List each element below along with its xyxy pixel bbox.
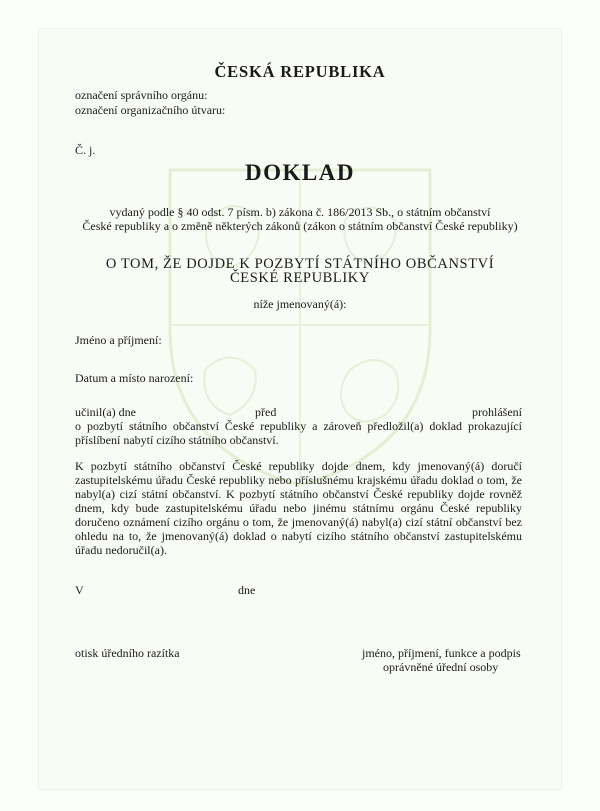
named-below-label: níže jmenovaný(á): — [253, 297, 347, 311]
stamp-label: otisk úředního razítka — [75, 646, 180, 660]
declaration-before-label: před — [255, 405, 277, 419]
organ-label: označení správního orgánu: — [75, 88, 208, 102]
declaration-paragraph — [75, 405, 522, 447]
birth-field-label: Datum a místo narození: — [75, 371, 194, 385]
declaration-first-line — [75, 405, 522, 419]
subject-heading-line-2: ČESKÉ REPUBLIKY — [230, 270, 370, 286]
date-label: dne — [238, 583, 256, 597]
name-field-label: Jméno a příjmení: — [75, 333, 162, 347]
official-signature-label-line-2: oprávněné úřední osoby — [383, 660, 499, 674]
declaration-line-2: o pozbytí státního občanství České republiky a zároveň předložil(a) doklad prokazující — [75, 419, 522, 433]
subject-heading-line-1: O TOM, ŽE DOJDE K POZBYTÍ STÁTNÍHO OBČANSTVÍ — [105, 256, 495, 272]
document-title: DOKLAD — [245, 160, 355, 185]
declaration-line-3: příslíbení nabytí cizího státního občanství. — [75, 433, 279, 447]
official-signature-label-line-1: jméno, příjmení, funkce a podpis — [362, 646, 521, 660]
declaration-statement-label: prohlášení — [472, 405, 522, 419]
legal-basis-line-2: České republiky a o změně některých zákonů (zákon o státním občanství České republiky) — [82, 219, 518, 233]
unit-label: označení organizačního útvaru: — [75, 103, 226, 117]
reference-number-label: Č. j. — [75, 143, 96, 157]
legal-notice-paragraph: K pozbytí státního občanství České republiky dojde dnem, kdy jmenovaný(á) doručí zastupitelskému úřadu České republiky nebo příslušnému krajskému úřadu doklad o tom, že nabyl(a) cizí státní občanství. K pozbytí státního občanství České republiky dojde rovněž dnem, kdy bude zastupitelskému úřadu nebo jinému státnímu orgánu České republiky doručeno oznámení cizího orgánu o tom, že jmenovaný(á) nabyl(a) cizí státní občanství bez ohledu na to, že jmenovaný(á) doklad o nabytí cizího státního občanství zastupitelskému úřadu nedoručil(a). — [75, 459, 522, 557]
place-label: V — [75, 583, 84, 597]
state-heading: ČESKÁ REPUBLIKA — [214, 62, 386, 81]
declaration-date-label: učinil(a) dne — [75, 405, 136, 419]
legal-basis-line-1: vydaný podle § 40 odst. 7 písm. b) zákona č. 186/2013 Sb., o státním občanství — [109, 205, 491, 219]
